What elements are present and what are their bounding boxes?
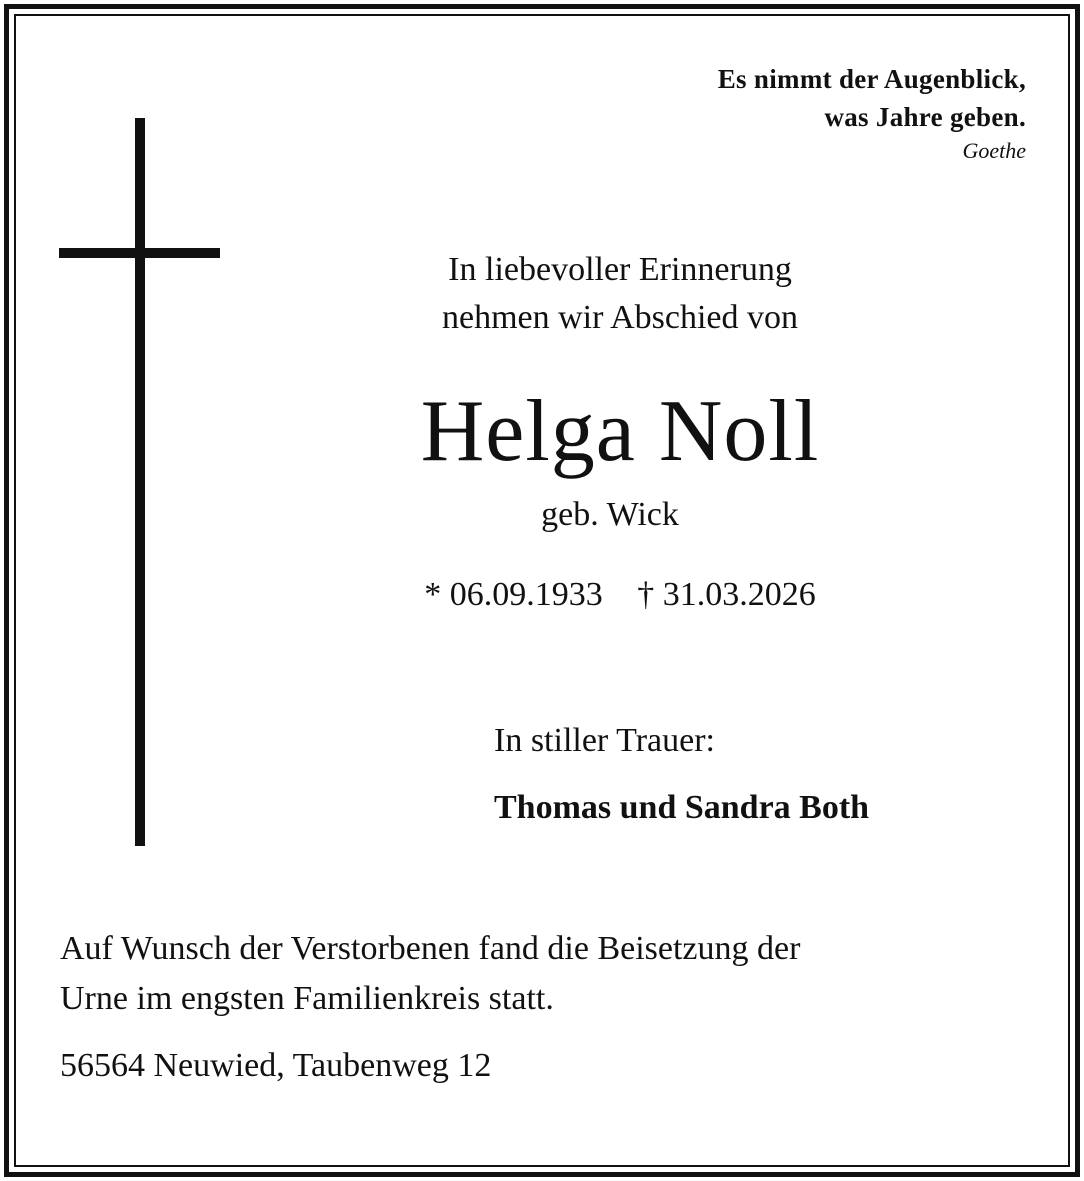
life-dates [330, 573, 910, 617]
intro-text [330, 246, 910, 342]
quote [718, 60, 1026, 136]
notice-line-2: Urne im engsten Familienkreis statt. [60, 980, 554, 1017]
mourning-label: In stiller Trauer: [494, 722, 715, 759]
cross-vertical-bar [135, 118, 145, 846]
deceased-name: Helga Noll [420, 383, 820, 480]
intro-line-2: nehmen wir Abschied von [442, 299, 798, 336]
maiden-name: geb. Wick [541, 496, 679, 533]
quote-author: Goethe [962, 138, 1026, 163]
intro-line-1: In liebevoller Erinnerung [448, 251, 792, 288]
mourner-names: Thomas und Sandra Both [494, 789, 870, 826]
address: 56564 Neuwied, Taubenweg 12 [60, 1047, 492, 1084]
notice-line-1: Auf Wunsch der Verstorbenen fand die Beisetzung der [60, 930, 801, 967]
death-date: † 31.03.2026 [637, 576, 816, 613]
quote-line-2: was Jahre geben. [824, 102, 1026, 132]
quote-line-1: Es nimmt der Augenblick, [717, 64, 1026, 94]
birth-date: * 06.09.1933 [424, 576, 603, 613]
cross-horizontal-bar [59, 248, 220, 258]
burial-notice [60, 924, 1020, 1024]
